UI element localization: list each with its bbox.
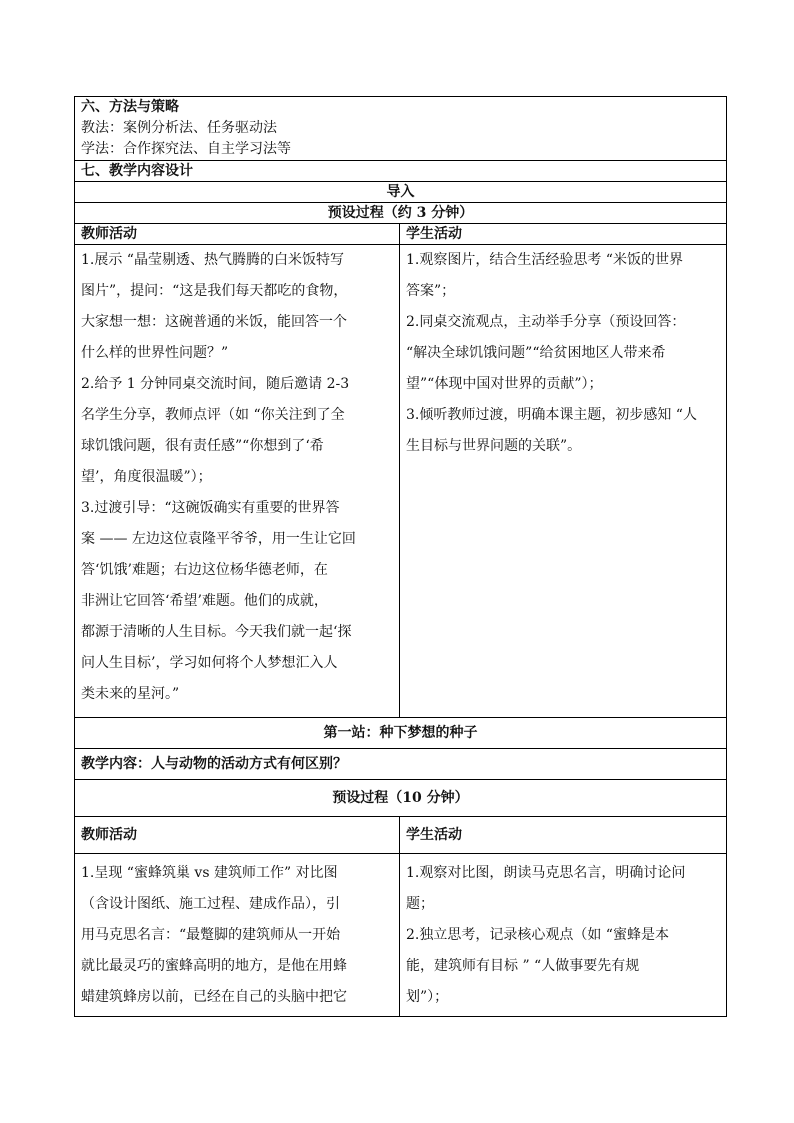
- paragraph-line: 2.独立思考，记录核心观点（如 “蜜蜂是本: [406, 927, 669, 943]
- paragraph-line: 1.展示 “晶莹剔透、热气腾腾的白米饭特写: [81, 252, 344, 268]
- intro-teacher-activities: [75, 245, 400, 718]
- paragraph-line: “解决全球饥饿问题”“给贫困地区人带来希: [406, 345, 666, 361]
- intro-process-title: 预设过程（约 3 分钟）: [75, 203, 727, 224]
- paragraph-line: （含设计图纸、施工过程、建成作品），引: [81, 896, 340, 912]
- station1-teacher-header: 教师活动: [75, 817, 400, 854]
- paragraph-line: 望’，角度很温暖”）；: [81, 469, 212, 485]
- station1-teacher-activities: [75, 854, 400, 1017]
- intro-process-row: [75, 203, 727, 224]
- paragraph-line: 3.倾听教师过渡，明确本课主题，初步感知 “人: [406, 407, 697, 423]
- paragraph-line: 答案”；: [406, 283, 456, 299]
- learning-methods-text: 学法：合作探究法、自主学习法等: [81, 141, 291, 157]
- paragraph-line: 2.同桌交流观点，主动举手分享（预设回答：: [406, 314, 686, 330]
- methods-section-row: [75, 97, 727, 161]
- station1-title-row: [75, 718, 727, 749]
- paragraph-line: 蜡建筑蜂房以前，已经在自己的头脑中把它: [81, 989, 347, 1005]
- methods-section-cell: [75, 97, 727, 161]
- methods-title: 六、方法与策略: [81, 99, 179, 115]
- station1-student-header: 学生活动: [400, 817, 727, 854]
- intro-teacher-header: 教师活动: [75, 224, 400, 245]
- station1-process-row: [75, 780, 727, 817]
- paragraph-line: 案 —— 左边这位袁隆平爷爷，用一生让它回: [81, 531, 356, 547]
- paragraph-line: 大家想一想：这碗普通的米饭，能回答一个: [81, 314, 347, 330]
- lesson-plan-table: [74, 96, 727, 1017]
- paragraph-line: 能，建筑师有目标 ” “人做事要先有规: [406, 958, 640, 974]
- paragraph-line: 就比最灵巧的蜜蜂高明的地方，是他在用蜂: [81, 958, 347, 974]
- paragraph-line: 都源于清晰的人生目标。今天我们就一起‘探: [81, 624, 352, 640]
- paragraph-line: 1.观察图片，结合生活经验思考 “米饭的世界: [406, 252, 683, 268]
- intro-student-activities: [400, 245, 727, 718]
- paragraph-line: 答‘饥饿’难题；右边这位杨华德老师，在: [81, 562, 328, 578]
- paragraph-line: 名学生分享，教师点评（如 “你关注到了全: [81, 407, 345, 423]
- paragraph-line: 用马克思名言：“最蹩脚的建筑师从一开始: [81, 927, 341, 943]
- paragraph-line: 1.观察对比图，朗读马克思名言，明确讨论问: [406, 865, 686, 881]
- design-title-row: [75, 161, 727, 182]
- station1-student-activities: [400, 854, 727, 1017]
- intro-student-header: 学生活动: [400, 224, 727, 245]
- paragraph-line: 生目标与世界问题的关联”。: [406, 438, 582, 454]
- teaching-methods-text: 教法：案例分析法、任务驱动法: [81, 120, 277, 136]
- paragraph-line: 问人生目标’，学习如何将个人梦想汇入人: [81, 655, 338, 671]
- paragraph-line: 1.呈现 “蜜蜂筑巢 vs 建筑师工作” 对比图: [81, 865, 338, 881]
- station1-content-row: [75, 749, 727, 780]
- intro-title: 导入: [75, 182, 727, 203]
- station1-process-title: 预设过程（10 分钟）: [75, 780, 727, 817]
- paragraph-line: 划”）；: [406, 989, 449, 1005]
- paragraph-line: 望”“体现中国对世界的贡献”）；: [406, 376, 603, 392]
- paragraph-line: 什么样的世界性问题？”: [81, 345, 229, 361]
- station1-content: 教学内容：人与动物的活动方式有何区别？: [75, 749, 727, 780]
- paragraph-line: 3.过渡引导：“这碗饭确实有重要的世界答: [81, 500, 340, 516]
- design-title: 七、教学内容设计: [75, 161, 727, 182]
- station1-header-row: [75, 817, 727, 854]
- paragraph-line: 类未来的星河。”: [81, 686, 180, 702]
- intro-title-row: [75, 182, 727, 203]
- intro-activities-row: [75, 245, 727, 718]
- paragraph-line: 球饥饿问题，很有责任感”“你想到了‘希: [81, 438, 324, 454]
- paragraph-line: 非洲让它回答‘希望’难题。他们的成就，: [81, 593, 328, 609]
- paragraph-line: 图片”，提问：“这是我们每天都吃的食物，: [81, 283, 348, 299]
- station1-activities-row: [75, 854, 727, 1017]
- paragraph-line: 题；: [406, 896, 434, 912]
- station1-title: 第一站：种下梦想的种子: [75, 718, 727, 749]
- intro-header-row: [75, 224, 727, 245]
- paragraph-line: 2.给予 1 分钟同桌交流时间，随后邀请 2-3: [81, 376, 350, 392]
